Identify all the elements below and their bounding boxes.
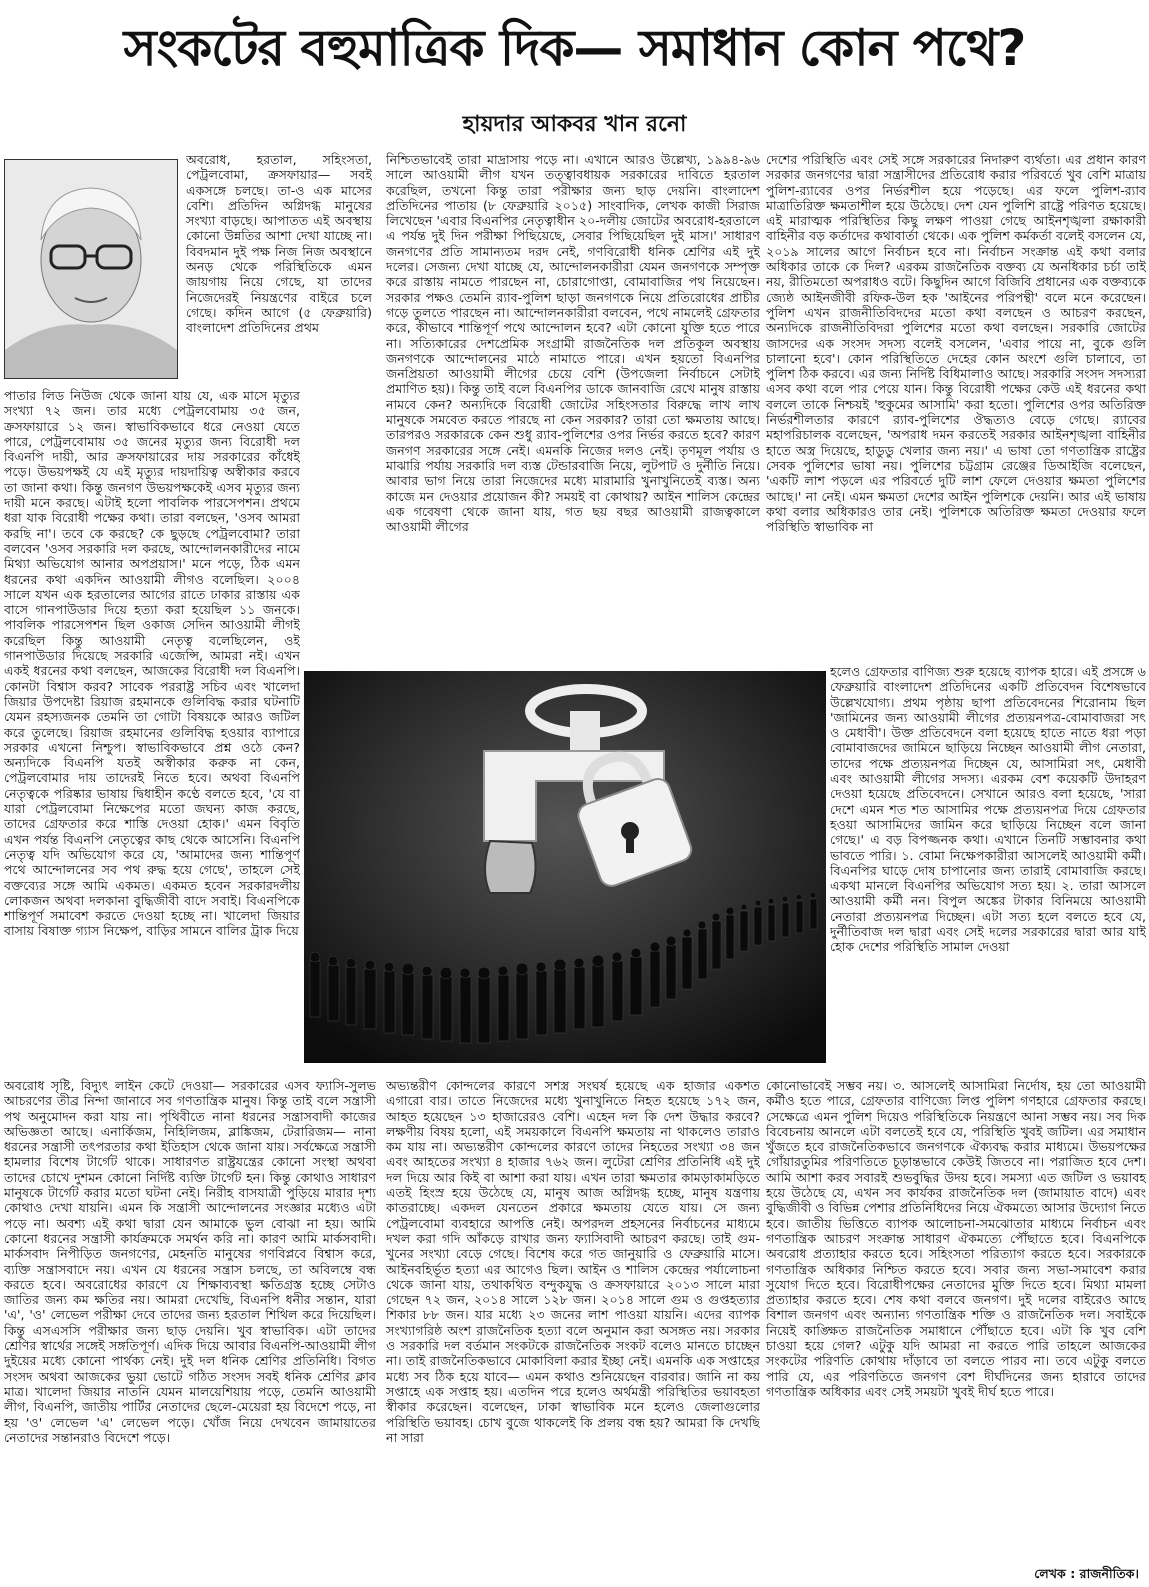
article-column-3a: দেশের পরিস্থিতি এবং সেই সঙ্গে সরকারের নিদারুণ ব্যর্থতা। এর প্রধান কারণ সরকার জনগণের দ্বারা সন্ত্রাসীদের প্রতিরোধ করার পরিবর্তে খুব বেশি মাত্রায় পুলিশ-র‍্যাবের ওপর নির্ভরশীল হয়ে পড়েছে। এর ফলে পুলিশ-র‍্যাব মাত্রাতিরিক্ত ক্ষমতাশীল হয়ে উঠেছে। দেশ যেন পুলিশি রাষ্ট্রে পরিণত হয়েছে। এই মারাত্মক পরিস্থিতির কিছু লক্ষণ পাওয়া গেছে আইনশৃঙ্খলা রক্ষাকারী বাহিনীর বড় কর্তাদের কথাবার্তা থেকে। এক পুলিশ কর্মকর্তা বলেই বসলেন যে, ২০১৯ সালের আগে নির্বাচন হবে না। নির্বাচন সংক্রান্ত এই কথা বলার অধিকার তাকে কে দিল? এরকম রাজনৈতিক বক্তব্য যে অনধিকার চর্চা তাই নয়, রীতিমতো অপরাধও বটে। কিছুদিন আগে বিজিবি প্রধানের এক বক্তব্যকে জ্যেষ্ঠ আইনজীবী রফিক-উল হক 'আইনের পরিপন্থী' বলে মনে করেছেন। পুলিশ এখন রাজনীতিবিদদের মতো কথা বলছেন ও আচরণ করছেন, অন্যদিকে রাজনীতিবিদরা পুলিশের মতো কথা বলছেন। সরকারি জোটের জাসদের এক সংসদ সদস্য বলেই বসলেন, 'এবার পায়ে না, বুকে গুলি চালানো হবে'। কোন পরিস্থিতিতে দেহের কোন অংশে গুলি চালাবে, তা পুলিশ ঠিক করবে। এর জন্য নির্দিষ্ট বিধিমালাও আছে। সরকারি সংসদ সদস্যরা এসব কথা বলে পার পেয়ে যান। কিন্তু বিরোধী পক্ষের কেউ এই ধরনের কথা বললে তাকে নিশ্চয়ই 'হুকুমের আসামি' করা হতো। পুলিশের ওপর অতিরিক্ত নির্ভরশীলতার কারণে র‍্যাব-পুলিশের ঔদ্ধত্যও বেড়ে গেছে। র‍্যাবের মহাপরিচালক বলেছেন, 'অপরাধ দমন করতেই সরকার আইনশৃঙ্খলা বাহিনীর হাতে অস্ত্র দিয়েছে, হাডুডু খেলার জন্য নয়।' এ ভাষা তো গণতান্ত্রিক রাষ্ট্রের সেবক পুলিশের ভাষা নয়। পুলিশের চট্টগ্রাম রেঞ্জের ডিআইজি বলেছেন, 'একটি লাশ পড়লে এর পরিবর্তে দুটি লাশ ফেলে দেওয়ার ক্ষমতা পুলিশের আছে।' না নেই। এমন ক্ষমতা দেশের আইন পুলিশকে দেয়নি। আর এই ভাষায় কথা বলার অধিকারও তার নেই। পুলিশকে অতিরিক্ত ক্ষমতা দেওয়ার ফলে পরিস্থিতি স্বাভাবিক না bbox=[766, 152, 1146, 535]
byline: হায়দার আকবর খান রনো bbox=[462, 111, 687, 137]
illustration bbox=[304, 671, 826, 1063]
article-column-1a: অবরোধ, হরতাল, সহিংসতা, পেট্রলবোমা, ক্রসফায়ার— সবই একসঙ্গে চলছে। তা-ও এক মাসের বেশি। প্রতিদিন অগ্নিদগ্ধ মানুষের সংখ্যা বাড়ছে। আপাতত এই অবস্থায় কোনো উন্নতির আশা দেখা যাচ্ছে না। বিবদমান দুই পক্ষ নিজ নিজ অবস্থানে অনড় থেকে পরিস্থিতিকে এমন জায়গায় নিয়ে গেছে, যা তাদের নিজেদেরই নিয়ন্ত্রণের বাইরে চলে গেছে। কদিন আগে (৫ ফেব্রুয়ারি) বাংলাদেশ প্রতিদিনের প্রথম bbox=[186, 152, 372, 336]
article-column-1b: পাতার লিড নিউজ থেকে জানা যায় যে, এক মাসে মৃত্যুর সংখ্যা ৭২ জন। তার মধ্যে পেট্রলবোমায় ৩৫ জন, ক্রসফায়ারে ১২ জন। স্বাভাবিকভাবে ধরে নেওয়া যেতে পারে, পেট্রলবোমায় ৩৫ জনের মৃত্যুর জন্য বিরোধী দল বিএনপি দায়ী, আর ক্রসফায়ারের দায় সরকারের কাঁধেই পড়ে। উভয়পক্ষই যে এই মৃত্যুর দায়দায়িত্ব অস্বীকার করবে তা জানা কথা। কিন্তু জনগণ উভয়পক্ষকেই এসব মৃত্যুর জন্য দায়ী মনে করছে। এটাই হলো পাবলিক পারসেপশন। প্রথমে ধরা যাক বিরোধী পক্ষের কথা। তারা বলছেন, 'ওসব আমরা করছি না'। তবে কে করছে? কে ছুড়ছে পেট্রলবোমা? তারা বলবেন 'ওসব সরকারি দল করছে, আন্দোলনকারীদের নামে মিথ্যা অভিযোগ আনার অপপ্রয়াস।' মনে পড়ে, ঠিক এমন ধরনের কথা একদিন আওয়ামী লীগও বলেছিল। ২০০৪ সালে যখন এক হরতালের আগের রাতে ঢাকার রাস্তায় এক বাসে গানপাউডার দিয়ে হত্যা করা হয়েছিল ১১ জনকে। পাবলিক পারসেপশন ছিল ওকাজ সেদিন আওয়ামী লীগই করেছিল কিন্তু আওয়ামী নেতৃত্ব বলেছিলেন, ওই গানপাউডার দিয়েছে সরকারি এজেন্সি, আমরা নই। এখন একই ধরনের কথা বলছেন, আজকের বিরোধী দল বিএনপি। কোনটা বিশ্বাস করব? সাবেক পররাষ্ট্র সচিব এবং খালেদা জিয়ার উপদেষ্টা রিয়াজ রহমানকে গুলিবিদ্ধ করার ঘটনাটি যেমন রহস্যজনক তেমনি তা গোটা বিষয়কে আরও জটিল করে তুলেছে। রিয়াজ রহমানের গুলিবিদ্ধ হওয়ার ব্যাপারে সরকার এখনো নিশ্চুপ। স্বাভাবিকভাবে প্রশ্ন ওঠে কেন? অন্যদিকে বিএনপি যতই অস্বীকার করুক না কেন, পেট্রলবোমার দায় তাদেরই নিতে হবে। অথবা বিএনপি নেতৃত্বকে পরিষ্কার ভাষায় দ্বিধাহীন কণ্ঠে বলতে হবে, 'যে বা যারা পেট্রলবোমা নিক্ষেপের মতো জঘন্য কাজ করছে, তাদের গ্রেফতার করে শাস্তি দেওয়া হোক।' এমন বিবৃতি এখন পর্যন্ত বিএনপি নেতৃত্বের কাছ থেকে আসেনি। বিএনপি নেতৃত্ব যদি অভিযোগ করে যে, 'আমাদের জন্য শান্তিপূর্ণ পথে আন্দোলনের সব পথ রুদ্ধ হয়ে গেছে', তাহলে সেই বক্তব্যের সঙ্গে আমি একমত। একমত হবেন সরকারদলীয় লোকজন অথবা দলকানা বুদ্ধিজীবী বাদে সবাই। বিএনপিকে শান্তিপূর্ণ সমাবেশ করতে দেওয়া হচ্ছে না। খালেদা জিয়ার বাসায় বিষাক্ত গ্যাস নিক্ষেপ, বাড়ির সামনে বালির ট্রাক দিয়ে bbox=[4, 388, 300, 939]
article-column-3c: কোনোভাবেই সম্ভব নয়। ৩. আসলেই আসামিরা নির্দোষ, হয় তো আওয়ামী কর্মীও হতে পারে, গ্রেফতার বাণিজ্যে লিপ্ত পুলিশ গণহারে গ্রেফতার করছে। সেক্ষেত্রে এমন পুলিশ দিয়েও পরিস্থিতিকে নিয়ন্ত্রণে আনা সম্ভব নয়। সব দিক বিবেচনায় আনলে এটা বলতেই হবে যে, পরিস্থিতি খুবই জটিল। এর সমাধান খুঁজতে হবে রাজনৈতিকভাবে জনগণকে ঐক্যবদ্ধ করার মাধ্যমে। উভয়পক্ষের গোঁয়ারতুমির পরিণতিতে চূড়ান্তভাবে কেউই জিতবে না। পরাজিত হবে দেশ। আমি আশা করব সবারই শুভবুদ্ধির উদয় হবে। সমস্যা এত জটিল ও ভয়াবহ হয়ে উঠেছে যে, এখন সব কার্যকর রাজনৈতিক দল (জামায়াত বাদে) এবং বুদ্ধিজীবী ও বিভিন্ন পেশার প্রতিনিধিদের নিয়ে ঐকমত্যে আসার উদ্যোগ নিতে হবে। জাতীয় ভিত্তিতে ব্যাপক আলোচনা-সমঝোতার মাধ্যমে নির্বাচন এবং গণতান্ত্রিক আচরণ সংক্রান্ত সাধারণ ঐকমত্যে পৌঁছাতে হবে। বিএনপিকে অবরোধ প্রত্যাহার করতে হবে। সহিংসতা পরিত্যাগ করতে হবে। সরকারকে গণতান্ত্রিক অধিকার নিশ্চিত করতে হবে। সবার জন্য সভা-সমাবেশ করার সুযোগ দিতে হবে। বিরোধীপক্ষের নেতাদের মুক্তি দিতে হবে। মিথ্যা মামলা প্রত্যাহার করতে হবে। শেষ কথা বলবে জনগণ। দুই দলের বাইরেও আছে বিশাল জনগণ এবং অন্যান্য গণতান্ত্রিক শক্তি ও রাজনৈতিক দল। সবাইকে নিয়েই কাঙ্ক্ষিত রাজনৈতিক সমাধানে পৌঁছাতে হবে। এটা কি খুব বেশি চাওয়া হয়ে গেল? এটুকু যদি আমরা না করতে পারি তাহলে আজকের সংকটের পরিণতি কোথায় দাঁড়াবে তা বলতে পারব না। তবে এটুকু বলতে পারি যে, এর পরিণতিতে জনগণ বেশ দীর্ঘদিনের জন্য হারাবে তাদের গণতান্ত্রিক অধিকার এবং সেই সময়টা খুবই দীর্ঘ হতে পারে। bbox=[766, 1078, 1146, 1399]
padlock-faucet-icon bbox=[304, 671, 826, 1063]
headline: সংকটের বহুমাত্রিক দিক— সমাধান কোন পথে? bbox=[123, 18, 1026, 77]
article-column-1c: অবরোধ সৃষ্টি, বিদ্যুৎ লাইন কেটে দেওয়া— সরকারের এসব ফ্যাসি-সুলভ আচরণের তীব্র নিন্দা জানাবে সব গণতান্ত্রিক মানুষ। কিন্তু তাই বলে সন্ত্রাসী পথ অনুমোদন করা যায় না। পৃথিবীতে নানা ধরনের সন্ত্রাসবাদী কাজের অভিজ্ঞতা আছে। এনার্কিজম, নিহিলিজম, ব্লাঙ্কিজম, টেরারিজম— নানা ধরনের সন্ত্রাসী তৎপরতার কথা ইতিহাস থেকে জানা যায়। সর্বক্ষেত্রে সন্ত্রাসী হামলার বিশেষ টার্গেট থাকে। সাধারণত রাষ্ট্রযন্ত্রের কোনো সংস্থা অথবা তাদের চোখে দুশমন কোনো নির্দিষ্ট ব্যক্তি টার্গেট হন। কিন্তু কোথাও সাধারণ মানুষকে টার্গেট করার মতো ঘটনা নেই। নিরীহ বাসযাত্রী পুড়িয়ে মারার দৃশ্য কোথাও দেখা যায়নি। এমন কি সন্ত্রাসী আন্দোলনের সংজ্ঞার মধ্যেও এটা পড়ে না। অবশ্য এই কথা দ্বারা যেন আমাকে ভুল বোঝা না হয়। আমি কোনো ধরনের সন্ত্রাসী কার্যক্রমকে সমর্থন করি না। কারণ আমি মার্কসবাদী। মার্কসবাদ নিপীড়িত জনগণের, মেহনতি মানুষের গণবিপ্লবে বিশ্বাস করে, ব্যক্তি সন্ত্রাসবাদে নয়। এখন যে ধরনের সন্ত্রাস চলছে, তা অবিলম্বে বন্ধ করতে হবে। অবরোধের কারণে যে শিক্ষাব্যবস্থা ক্ষতিগ্রস্ত হচ্ছে সেটাও জাতির জন্য কম ক্ষতির নয়। আমরা দেখেছি, বিএনপি ধনীর সন্তান, যারা 'এ', 'ও' লেভেল পরীক্ষা দেবে তাদের জন্য হরতাল শিথিল করে দিয়েছিল। কিন্তু এসএসসি পরীক্ষার জন্য ছাড় দেয়নি। খুব স্বাভাবিক। এটা তাদের শ্রেণির স্বার্থের সঙ্গেই সঙ্গতিপূর্ণ। এদিক দিয়ে আবার বিএনপি-আওয়ামী লীগ দুইয়ের মধ্যে কোনো পার্থক্য নেই। দুই দল ধনিক শ্রেণির প্রতিনিধি। বিগত সংসদ অথবা আজকের ভুয়া ভোটে গঠিত সংসদ সবই ধনিক শ্রেণির ক্লাব মাত্র। খালেদা জিয়ার নাতনি যেমন মালয়েশিয়ায় পড়ে, তেমনি আওয়ামী লীগ, বিএনপি, জাতীয় পার্টির নেতাদের ছেলে-মেয়েরা হয় বিদেশে পড়ে, না হয় 'ও' লেভেল 'এ' লেভেল পড়ে। খোঁজ নিয়ে দেখবেন জামায়াতের নেতাদের সন্তানরাও বিদেশে পড়ে। bbox=[4, 1078, 376, 1445]
article-column-2a: নিশ্চিতভাবেই তারা মাদ্রাসায় পড়ে না। এখানে আরও উল্লেখ্য, ১৯৯৪-৯৬ সালে আওয়ামী লীগ যখন তত্ত্বাবধায়ক সরকারের দাবিতে হরতাল করেছিল, তখনো কিন্তু তারা পরীক্ষার জন্য ছাড় দেয়নি। বাংলাদেশ প্রতিদিনের পাতায় (৮ ফেব্রুয়ারি ২০১৫) সাংবাদিক, লেখক কাজী সিরাজ লিখেছেন 'এবার বিএনপির নেতৃত্বাধীন ২০-দলীয় জোটের অবরোধ-হরতালে এ পর্যন্ত দুই দিন পরীক্ষা পিছিয়েছে, সেবার পিছিয়েছিল দুই মাস।' সাধারণ জনগণের প্রতি সামান্যতম দরদ নেই, গণবিরোধী ধনিক শ্রেণির এই দুই দলের। সেজন্য দেখা যাচ্ছে যে, আন্দোলনকারীরা যেমন জনগণকে সম্পৃক্ত করে রাস্তায় নামতে পারছেন না, চোরাগোপ্তা, বোমাবাজির পথ নিয়েছেন। সরকার পক্ষও তেমনি র‍্যাব-পুলিশ ছাড়া জনগণকে নিয়ে প্রতিরোধের প্রাচীর গড়ে তুলতে পারছেন না। আন্দোলনকারীরা বলবেন, পথে নামলেই গ্রেফতার করে, কীভাবে শান্তিপূর্ণ পথে আন্দোলন হবে? এটা কোনো যুক্তি হতে পারে না। সত্যিকারের দেশপ্রেমিক সংগ্রামী রাজনৈতিক দল প্রতিকূল অবস্থায় জনগণকে আন্দোলনের মাঠে নামাতে পারে। এখন হয়তো বিএনপির জনপ্রিয়তা আওয়ামী লীগের চেয়ে বেশি (উপজেলা নির্বাচনে সেটাই প্রমাণিত হয়)। কিন্তু তাই বলে বিএনপির ডাকে জানবাজি রেখে মানুষ রাস্তায় নামবে কেন? অন্যদিকে বিরোধী জোটের সহিংসতার বিরুদ্ধে লাখ লাখ মানুষকে সমবেত করতে পারছে না কেন সরকার? তারা তো ক্ষমতায় আছে। তারপরও সরকারকে কেন শুধু র‍্যাব-পুলিশের ওপর নির্ভর করতে হবে? কারণ জনগণ সরকারের সঙ্গে নেই। এমনকি নিজের দলও নেই। তৃণমূল পর্যায় ও মাঝারি পর্যায় সরকারি দল ব্যস্ত টেন্ডারবাজি নিয়ে, লুটপাট ও দুর্নীতি নিয়ে। আবার ভাগ নিয়ে তারা নিজেদের মধ্যে মারামারি খুনাখুনিতেই ব্যস্ত। অন্য কাজে মন দেওয়ার প্রয়োজন কী? সময়ই বা কোথায়? আইন শালিস কেন্দ্রের এক গবেষণা থেকে জানা যায়, গত ছয় বছর আওয়ামী রাজত্বকালে আওয়ামী লীগের bbox=[386, 152, 760, 535]
article-column-2b: অভ্যন্তরীণ কোন্দলের কারণে সশস্ত্র সংঘর্ষ হয়েছে এক হাজার একশত এগারো বার। তাতে নিজেদের মধ্যে খুনাখুনিতে নিহত হয়েছে ১৭২ জন, আহত হয়েছেন ১৩ হাজারেরও বেশি। এহেন দল কি দেশ উদ্ধার করবে? লক্ষণীয় বিষয় হলো, এই সময়কালে বিএনপি ক্ষমতায় না থাকলেও তারাও কম যায় না। অভ্যন্তরীণ কোন্দলের কারণে তাদের নিহতের সংখ্যা ৩৪ জন এবং আহতের সংখ্যা ৪ হাজার ৭৬২ জন। লুটেরা শ্রেণির প্রতিনিধি এই দুই দল দিয়ে আর কিই বা আশা করা যায়। এখন তারা ক্ষমতার কামড়াকামড়িতে এতই হিংস্র হয়ে উঠেছে যে, মানুষ আজ অগ্নিদগ্ধ হচ্ছে, মানুষ যন্ত্রণায় কাতরাচ্ছে। একদল যেনতেন প্রকারে ক্ষমতায় যেতে যায়। সে জন্য পেট্রলবোমা ব্যবহারে আপত্তি নেই। অপরদল প্রহসনের নির্বাচনের মাধ্যমে দখল করা গদি আঁকড়ে রাখার জন্য ফ্যাসিবাদী আচরণ করছে। তাই গুম-খুনের সংখ্যা বেড়ে গেছে। বিশেষ করে গত জানুয়ারি ও ফেব্রুয়ারি মাসে। আইনবহির্ভূত হত্যা এর আগেও ছিল। আইন ও শালিস কেন্দ্রের পর্যালোচনা থেকে জানা যায়, তথাকথিত বন্দুকযুদ্ধ ও ক্রসফায়ারে ২০১৩ সালে মারা গেছেন ৭২ জন, ২০১৪ সালে ১২৮ জন। ২০১৪ সালে গুম ও গুপ্তহত্যার শিকার ৮৮ জন। যার মধ্যে ২৩ জনের লাশ পাওয়া যায়নি। এদের ব্যাপক সংখ্যাগরিষ্ঠ অংশ রাজনৈতিক হত্যা বলে অনুমান করা অসঙ্গত নয়। সরকার ও সরকারি দল বর্তমান সংকটকে রাজনৈতিক সংকট বলেও মানতে চাচ্ছেন না। তাই রাজনৈতিকভাবে মোকাবিলা করার ইচ্ছা নেই। এমনকি এক সপ্তাহের মধ্যে সব ঠিক হয়ে যাবে— এমন কথাও শুনিয়েছেন বারবার। জানি না কয় সপ্তাহে এক সপ্তাহ হয়। এতদিন পরে হলেও অর্থমন্ত্রী পরিস্থিতির ভয়াবহতা স্বীকার করেছেন। বলেছেন, ঢাকা স্বাভাবিক মনে হলেও জেলাগুলোর পরিস্থিতি ভয়াবহ। চোখ বুজে থাকলেই কি প্রলয় বন্ধ হয়? আমরা কি দেখছি না সারা bbox=[386, 1078, 760, 1445]
author-note: লেখক : রাজনীতিক। bbox=[1034, 1566, 1139, 1581]
author-portrait-icon bbox=[5, 160, 177, 378]
article-column-3b: হলেও গ্রেফতার বাণিজ্য শুরু হয়েছে ব্যাপক হারে। এই প্রসঙ্গে ৬ ফেব্রুয়ারি বাংলাদেশ প্রতিদিনের একটি প্রতিবেদন বিশেষভাবে উল্লেখযোগ্য। প্রথম পৃষ্ঠায় ছাপা প্রতিবেদনের শিরোনাম ছিল 'জামিনের জন্য আওয়ামী লীগের প্রত্যয়নপত্র-বোমাবাজরা সৎ ও মেধাবী'। উক্ত প্রতিবেদনে বলা হয়েছে হাতে নাতে ধরা পড়া বোমাবাজদের জামিনে ছাড়িয়ে নিচ্ছেন আওয়ামী লীগ নেতারা, তাদের পক্ষে প্রত্যয়নপত্র দিচ্ছেন যে, আসামিরা সৎ, মেধাবী এবং আওয়ামী লীগের সদস্য। এরকম বেশ কয়েকটি উদাহরণ দেওয়া হয়েছে প্রতিবেদনে। সেখানে আরও বলা হয়েছে, 'সারা দেশে এমন শত শত আসামির পক্ষে প্রত্যয়নপত্র দিয়ে গ্রেফতার হওয়া আসামিদের জামিন করে ছাড়িয়ে নিচ্ছেন বলে জানা গেছে।' এ বড় বিপজ্জনক কথা। এখানে তিনটি সম্ভাবনার কথা ভাবতে পারি। ১. বোমা নিক্ষেপকারীরা আসলেই আওয়ামী কর্মী। বিএনপির ঘাড়ে দোষ চাপানোর জন্য তারাই বোমাবাজি করছে। একথা মানলে বিএনপির অভিযোগ সত্য হয়। ২. তারা আসলে আওয়ামী কর্মী নন। বিপুল অঙ্কের টাকার বিনিময়ে আওয়ামী নেতারা প্রত্যয়নপত্র দিচ্ছেন। এটা সত্য হলে বলতে হবে যে, দুর্নীতিবাজ দল দ্বারা এবং সেই দলের সরকারের দ্বারা আর যাই হোক দেশের পরিস্থিতি সামাল দেওয়া bbox=[830, 664, 1146, 955]
author-photo bbox=[4, 159, 178, 379]
